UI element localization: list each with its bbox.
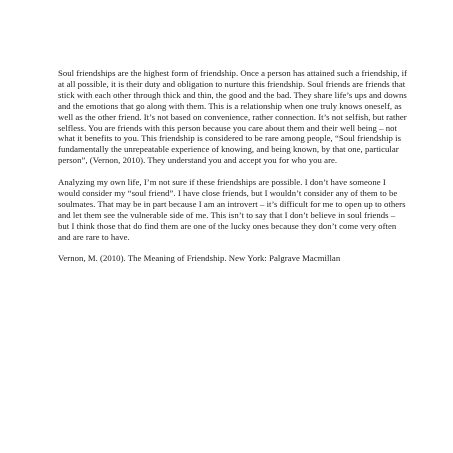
reference-citation: Vernon, M. (2010). The Meaning of Friendship. New York: Palgrave Macmillan xyxy=(58,253,341,264)
paragraph-soul-friendships: Soul friendships are the highest form of friendship. Once a person has attained such a friendship, if at all possible, it is their duty and obligation to nurture this friendship. Soul friends are friends that stick with each other through thick and thin, the good and the bad. They share life’s ups and downs and the emotions that go along with them. This is a relationship when one truly knows oneself, as well as the other friend. It’s not based on convenience, rather connection. It’s not selfish, but rather selfless. You are friends with this person because you care about them and their well being – not what it benefits to you. This friendship is considered to be rare among people, “Soul friendship is fundamentally the unrepeatable experience of knowing, and being known, by that one, particular person”, (Vernon, 2010). They understand you and accept you for who you are. xyxy=(58,68,408,166)
document-body xyxy=(58,68,408,264)
paragraph-personal-analysis: Analyzing my own life, I’m not sure if these friendships are possible. I don’t have someone I would consider my “soul friend”. I have close friends, but I wouldn’t consider any of them to be soulmates. That may be in part because I am an introvert – it’s difficult for me to open up to others and let them see the vulnerable side of me. This isn’t to say that I don’t believe in soul friends – but I think those that do find them are one of the lucky ones because they don’t come very often and are rare to have. xyxy=(58,177,406,242)
